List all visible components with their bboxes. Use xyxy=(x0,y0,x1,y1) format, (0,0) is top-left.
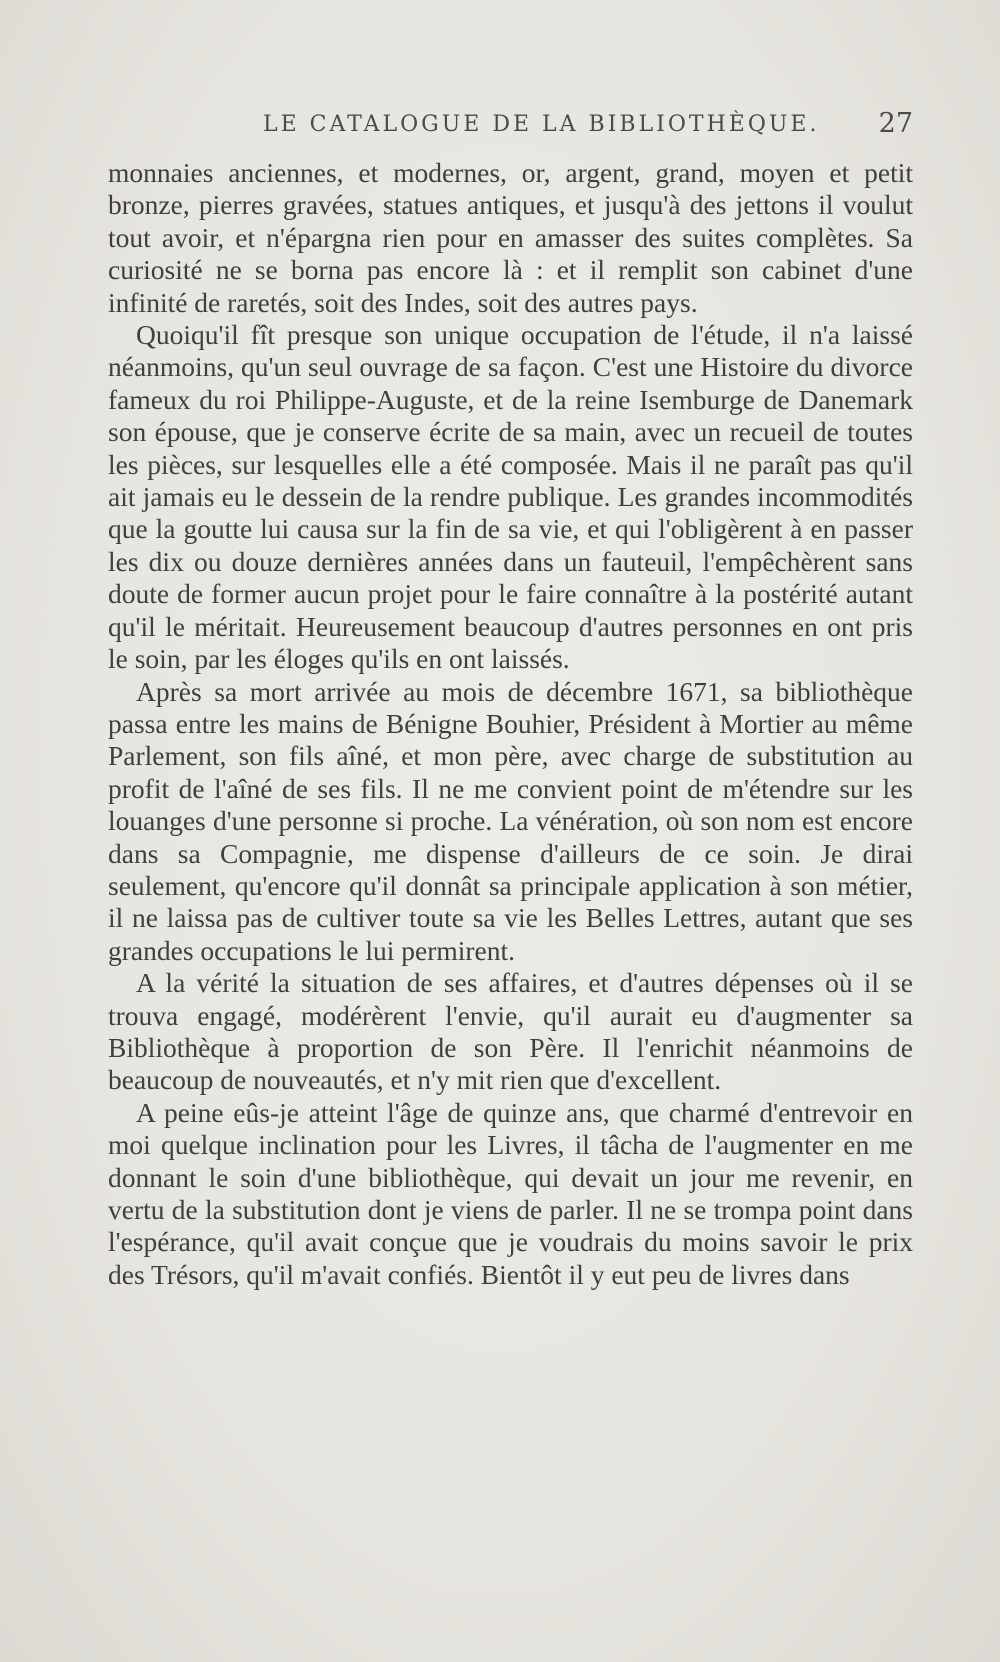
paragraph-4: A la vérité la situation de ses affaires, et d'autres dépenses où il se trouva engagé, modérèrent l'envie, qu'il aurait eu d'augmenter sa Bibliothèque à proportion de son Père. Il l'enrichit néanmoins de beaucoup de nouveautés, et n'y mit rien que d'excellent. xyxy=(108,967,913,1096)
paragraph-3: Après sa mort arrivée au mois de décembre 1671, sa bibliothèque passa entre les mains de Bénigne Bouhier, Président à Mortier au même Parlement, son fils aîné, et mon père, avec charge de substitution au profit de l'aîné de ses fils. Il ne me convient point de m'étendre sur les louanges d'une personne si proche. La vénération, où son nom est encore dans sa Compagnie, me dispense d'ailleurs de ce soin. Je dirai seulement, qu'encore qu'il donnât sa principale application à son métier, il ne laissa pas de cultiver toute sa vie les Belles Lettres, autant que ses grandes occupations le lui permirent. xyxy=(108,675,913,966)
paragraph-5: A peine eûs-je atteint l'âge de quinze ans, que charmé d'entrevoir en moi quelque inclination pour les Livres, il tâcha de l'augmenter en me donnant le soin d'une bibliothèque, qui devait un jour me revenir, en vertu de la substitution dont je viens de parler. Il ne se trompa point dans l'espérance, qu'il avait conçue que je voudrais du moins savoir le prix des Trésors, qu'il m'avait confiés. Bientôt il y eut peu de livres dans xyxy=(108,1096,913,1290)
running-title: LE CATALOGUE DE LA BIBLIOTHÈQUE. xyxy=(263,112,820,137)
body-text xyxy=(108,157,913,1291)
paragraph-1: monnaies anciennes, et modernes, or, argent, grand, moyen et petit bronze, pierres gravées, statues antiques, et jusqu'à des jettons il voulut tout avoir, et n'épargna rien pour en amasser des suites complètes. Sa curiosité ne se borna pas encore là : et il remplit son cabinet d'une infinité de raretés, soit des Indes, soit des autres pays. xyxy=(108,157,913,318)
paragraph-2: Quoiqu'il fît presque son unique occupation de l'étude, il n'a laissé néanmoins, qu'un seul ouvrage de sa façon. C'est une Histoire du divorce fameux du roi Philippe-Auguste, et de la reine Isemburge de Danemark son épouse, que je conserve écrite de sa main, avec un recueil de toutes les pièces, sur lesquelles elle a été composée. Mais il ne paraît pas qu'il ait jamais eu le dessein de la rendre publique. Les grandes incommodités que la goutte lui causa sur la fin de sa vie, et qui l'obligèrent à en passer les dix ou douze dernières années dans un fauteuil, l'empêchèrent sans doute de former aucun projet pour le faire connaître à la postérité autant qu'il le méritait. Heureusement beaucoup d'autres personnes en ont pris le soin, par les éloges qu'ils en ont laissés. xyxy=(108,319,913,675)
page-number: 27 xyxy=(878,108,913,139)
running-head xyxy=(108,108,913,148)
